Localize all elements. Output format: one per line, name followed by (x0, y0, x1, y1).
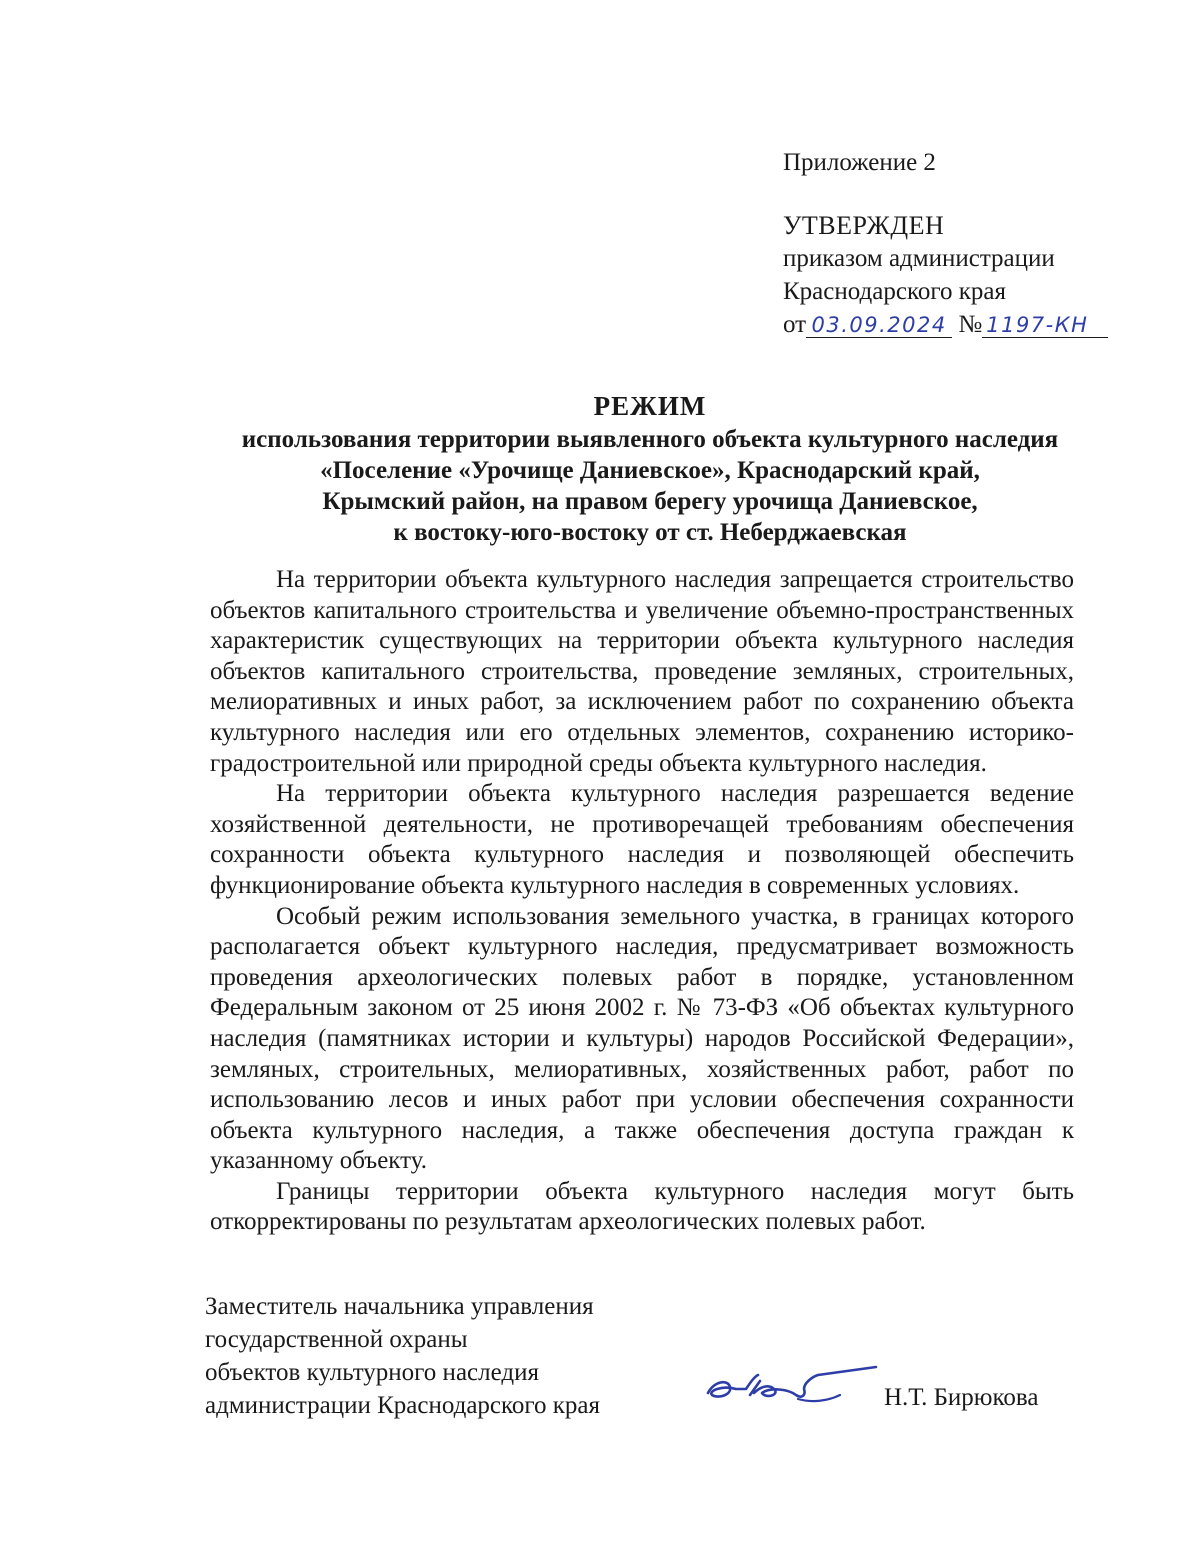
title-line-4: к востоку-юго-востоку от ст. Неберджаевская (393, 519, 907, 546)
title-line-3: Крымский район, на правом берегу урочища Даниевское, (322, 488, 978, 515)
document-title (150, 391, 1150, 548)
paragraph-2: На территории объекта культурного наследия разрешается ведение хозяйственной деятельности, не противоречащей требованиям обеспечения сохранности объекта культурного наследия и позволяющей обеспечить функционирование объекта культурного наследия в современных условиях. (210, 780, 1074, 899)
position-line-4: администрации Краснодарского края (205, 1392, 601, 1419)
order-number: 1197-КН (982, 313, 1108, 338)
from-label: от (783, 311, 807, 338)
document-body (210, 565, 1074, 1238)
paragraph-3: Особый режим использования земельного участка, в границах которого располагается объект культурного наследия, предусматривает возможность проведения археологических полевых работ в порядке, установленном Федеральным законом от 25 июня 2002 г. № 73-ФЗ «Об объектах культурного наследия (памятниках истории и культуры) народов Российской Федерации», земляных, строительных, мелиоративных, хозяйственных работ, работ по использованию лесов и иных работ при условии обеспечения сохранности объекта культурного наследия, а также обеспечения доступа граждан к указанному объекту. (210, 902, 1074, 1175)
position-line-1: Заместитель начальника управления (205, 1293, 594, 1320)
paragraph-4: Границы территории объекта культурного наследия могут быть откорректированы по результатам археологических полевых работ. (210, 1177, 1074, 1236)
approved-label: УТВЕРЖДЕН (783, 211, 945, 240)
position-line-2: государственной охраны (205, 1326, 468, 1353)
handwritten-signature (700, 1355, 880, 1415)
order-date: 03.09.2024 (806, 313, 952, 338)
title-line-1: использования территории выявленного объекта культурного наследия (241, 426, 1059, 453)
approval-line-2: Краснодарского края (783, 278, 1006, 305)
title-line-2: «Поселение «Урочище Даниевское», Краснодарский край, (320, 457, 980, 484)
order-line (783, 308, 1123, 341)
signatory-name: Н.Т. Бирюкова (884, 1384, 1039, 1411)
title-main: РЕЖИМ (593, 391, 707, 421)
number-label: № (958, 311, 983, 338)
paragraph-1: На территории объекта культурного наследия запрещается строительство объектов капитального строительства и увеличение объемно-пространственных характеристик существующих на территории объекта культурного наследия объектов капитального строительства, проведение земляных, строительных, мелиоративных и иных работ, за исключением работ по сохранению объекта культурного наследия или его отдельных элементов, сохранению историко-градостроительной или природной среды объекта культурного наследия. (210, 566, 1074, 777)
approval-line-1: приказом администрации (783, 245, 1055, 272)
approval-stamp-block (783, 146, 1123, 341)
annex-label: Приложение 2 (783, 149, 936, 176)
position-line-3: объектов культурного наследия (205, 1359, 539, 1386)
